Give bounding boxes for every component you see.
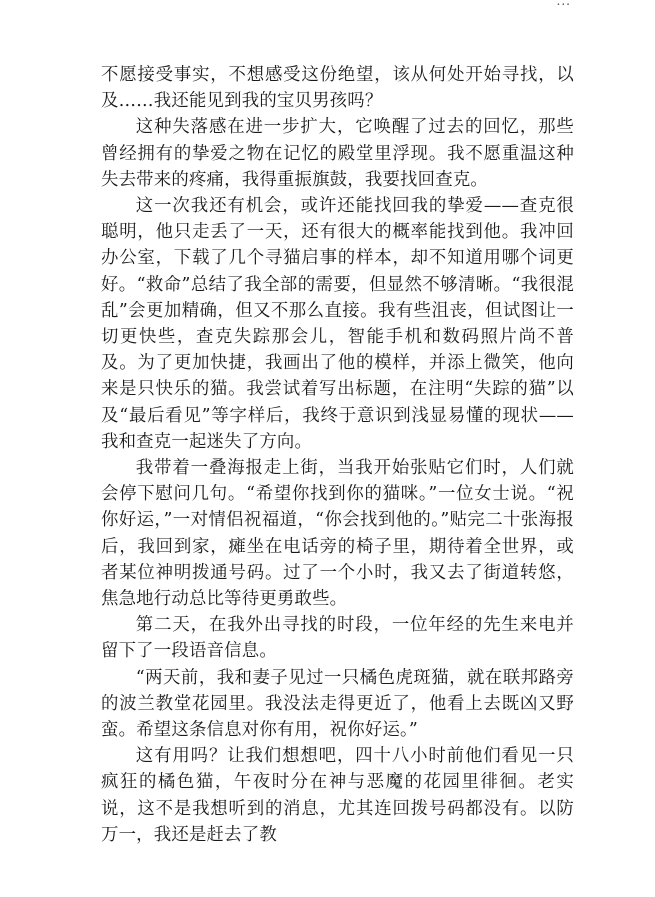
paragraph-1: 不愿接受事实，不想感受这份绝望，该从何处开始寻找，以及……我还能见到我的宝贝男孩吗？ [101,65,574,112]
paragraph-2: 这种失落感在进一步扩大，它唤醒了过去的回忆，那些曾经拥有的挚爱之物在记忆的殿堂里浮现。我不愿重温这种失去带来的疼痛，我得重振旗鼓，我要找回查克。 [101,117,574,190]
paragraph-5: 第二天，在我外出寻找的时段，一位年经的先生来电并留下了一段语音信息。 [101,615,574,662]
page-number: ... [556,0,571,8]
paragraph-7: 这有用吗？让我们想想吧，四十八小时前他们看见一只疯狂的橘色猫，午夜时分在神与恶魔的花园里徘徊。老实说，这不是我想听到的消息，尤其连回拨号码都没有。以防万一，我还是赶去了教 [101,746,574,845]
paragraph-4: 我带着一叠海报走上街，当我开始张贴它们时，人们就会停下慰问几句。“希望你找到你的猫咪。”一位女士说。“祝你好运，”一对情侣祝福道，“你会找到他的。”贴完二十张海报后，我回到家，瘫坐在电话旁的椅子里，期待着全世界，或者某位神明拨通号码。过了一个小时，我又去了街道转悠，焦急地行动总比等待更勇敢些。 [101,458,574,610]
paragraph-3: 这一次我还有机会，或许还能找回我的挚爱——查克很聪明，他只走丢了一天，还有很大的概率能找到他。我冲回办公室，下载了几个寻猫启事的样本，却不知道用哪个词更好。“救命”总结了我全部的需要，但显然不够清晰。“我很混乱”会更加精确，但又不那么直接。我有些沮丧，但试图让一切更快些，查克失踪那会儿，智能手机和数码照片尚不普及。为了更加快捷，我画出了他的模样，并添上微笑，他向来是只快乐的猫。我尝试着写出标题，在注明“失踪的猫”以及“最后看见”等字样后，我终于意识到浅显易懂的现状——我和查克一起迷失了方向。 [101,196,574,452]
voicemail-quote: “两天前，我和妻子见过一只橘色虎斑猫，就在联邦路旁的波兰教堂花园里。我没法走得更近了，他看上去既凶又野蛮。希望这条信息对你有用，祝你好运。” [101,667,574,741]
page-body [101,62,574,848]
